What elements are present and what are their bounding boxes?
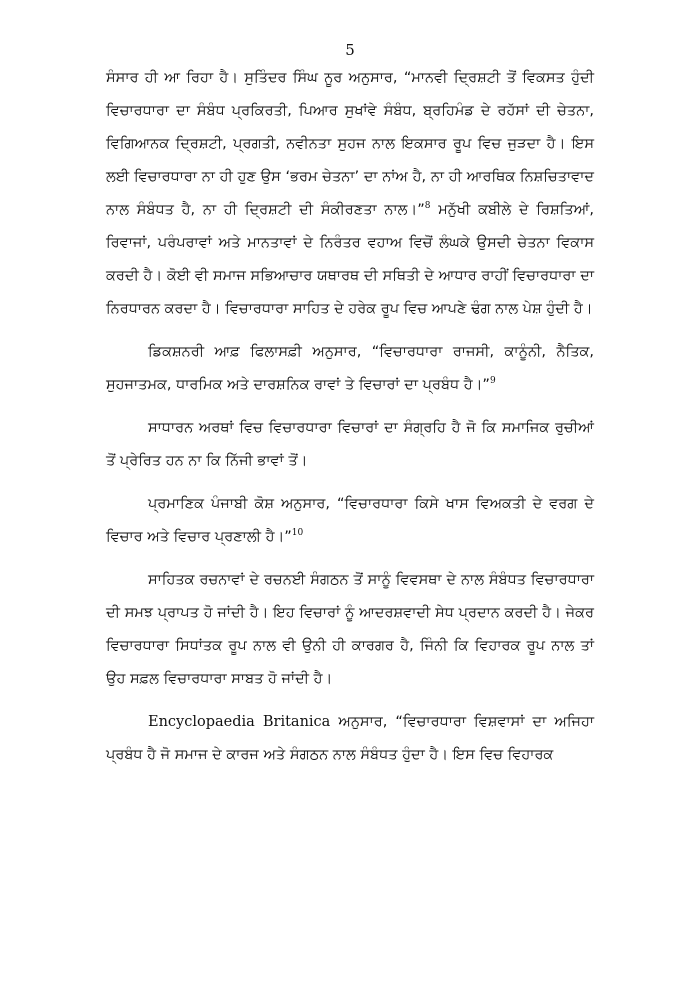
paragraph-4-text: ਪ੍ਰਮਾਣਿਕ ਪੰਜਾਬੀ ਕੋਸ਼ ਅਨੁਸਾਰ, “ਵਿਚਾਰਧਾਰਾ ਕਿਸੇ ਖਾਸ ਵਿਅਕਤੀ ਦੇ ਵਰਗ ਦੇ ਵਿਚਾਰ ਅਤੇ ਵਿਚਾਰ ਪ੍ਰਣਾਲੀ ਹੈ।” [106, 496, 594, 545]
paragraph-2 [106, 336, 594, 402]
paragraph-6-text: ਅਨੁਸਾਰ, “ਵਿਚਾਰਧਾਰਾ ਵਿਸ਼ਵਾਸਾਂ ਦਾ ਅਜਿਹਾ ਪ੍ਰਬੰਧ ਹੈ ਜੋ ਸਮਾਜ ਦੇ ਕਾਰਜ ਅਤੇ ਸੰਗਠਨ ਨਾਲ ਸੰਬੰਧਤ ਹੁੰਦਾ ਹੈ। ਇਸ ਵਿਚ ਵਿਹਾਰਕ [106, 714, 595, 763]
paragraph-2-text: ਡਿਕਸ਼ਨਰੀ ਆਫ਼ ਫਿਲਾਸਫ਼ੀ ਅਨੁਸਾਰ, “ਵਿਚਾਰਧਾਰਾ ਰਾਜਸੀ, ਕਾਨੂੰਨੀ, ਨੈਤਿਕ, ਸੁਹਜਾਤਮਕ, ਧਾਰਮਿਕ ਅਤੇ ਦਾਰਸ਼ਨਿਕ ਰਾਵਾਂ ਤੇ ਵਿਚਾਰਾਂ ਦਾ ਪ੍ਰਬੰਧ ਹੈ।” [106, 344, 594, 393]
footnote-ref-9[interactable]: 9 [489, 376, 496, 387]
paragraph-3 [106, 412, 594, 478]
paragraph-5-text: ਸਾਹਿਤਕ ਰਚਨਾਵਾਂ ਦੇ ਰਚਨਈ ਸੰਗਠਨ ਤੋਂ ਸਾਨੂੰ ਵਿਵਸਥਾ ਦੇ ਨਾਲ ਸੰਬੰਧਤ ਵਿਚਾਰਧਾਰਾ ਦੀ ਸਮਝ ਪ੍ਰਾਪਤ ਹੋ ਜਾਂਦੀ ਹੈ। ਇਹ ਵਿਚਾਰਾਂ ਨੂੰ ਆਦਰਸ਼ਵਾਦੀ ਸੇਧ ਪ੍ਰਦਾਨ ਕਰਦੀ ਹੈ। ਜੇਕਰ ਵਿਚਾਰਧਾਰਾ ਸਿਧਾਂਤਕ ਰੂਪ ਨਾਲ ਵੀ ਉਨੀ ਹੀ ਕਾਰਗਰ ਹੈ, ਜਿੰਨੀ ਕਿ ਵਿਹਾਰਕ ਰੂਪ ਨਾਲ ਤਾਂ ਉਹ ਸਫ਼ਲ ਵਿਚਾਰਧਾਰਾ ਸਾਬਤ ਹੋ ਜਾਂਦੀ ਹੈ। [106, 572, 594, 687]
footnote-ref-8[interactable]: 8 [424, 201, 431, 212]
footnote-ref-10[interactable]: 10 [291, 528, 304, 539]
paragraph-1 [106, 62, 594, 326]
body-text [106, 62, 594, 782]
paragraph-1-continuation: ਮਨੁੱਖੀ ਕਬੀਲੇ ਦੇ ਰਿਸ਼ਤਿਆਂ, ਰਿਵਾਜਾਂ, ਪਰੰਪਰਾਵਾਂ ਅਤੇ ਮਾਨਤਾਵਾਂ ਦੇ ਨਿਰੰਤਰ ਵਹਾਅ ਵਿਚੋਂ ਲੰਘਕੇ ਉਸਦੀ ਚੇਤਨਾ ਵਿਕਾਸ ਕਰਦੀ ਹੈ। ਕੋਈ ਵੀ ਸਮਾਜ ਸਭਿਆਚਾਰ ਯਥਾਰਥ ਦੀ ਸਥਿਤੀ ਦੇ ਆਧਾਰ ਰਾਹੀਂ ਵਿਚਾਰਧਾਰਾ ਦਾ ਨਿਰਧਾਰਨ ਕਰਦਾ ਹੈ। ਵਿਚਾਰਧਾਰਾ ਸਾਹਿਤ ਦੇ ਹਰੇਕ ਰੂਪ ਵਿਚ ਆਪਣੇ ਢੰਗ ਨਾਲ ਪੇਸ਼ ਹੁੰਦੀ ਹੈ। [106, 202, 595, 317]
paragraph-3-text: ਸਾਧਾਰਨ ਅਰਥਾਂ ਵਿਚ ਵਿਚਾਰਧਾਰਾ ਵਿਚਾਰਾਂ ਦਾ ਸੰਗ੍ਰਹਿ ਹੈ ਜੋ ਕਿ ਸਮਾਜਿਕ ਰੁਚੀਆਂ ਤੋਂ ਪ੍ਰੇਰਿਤ ਹਨ ਨਾ ਕਿ ਨਿੱਜੀ ਭਾਵਾਂ ਤੋਂ। [106, 420, 594, 469]
paragraph-6-lead: Encyclopaedia Britanica [148, 714, 331, 730]
paragraph-6 [106, 706, 594, 772]
paragraph-5 [106, 564, 594, 696]
paragraph-1-text: ਸੰਸਾਰ ਹੀ ਆ ਰਿਹਾ ਹੈ। ਸੁਤਿੰਦਰ ਸਿੰਘ ਨੂਰ ਅਨੁਸਾਰ, “ਮਾਨਵੀ ਦ੍ਰਿਸ਼ਟੀ ਤੋਂ ਵਿਕਸਤ ਹੁੰਦੀ ਵਿਚਾਰਧਾਰਾ ਦਾ ਸੰਬੰਧ ਪ੍ਰਕਿਰਤੀ, ਪਿਆਰ ਸੁਖਾਂਵੇ ਸੰਬੰਧ, ਬ੍ਰਹਿਮੰਡ ਦੇ ਰਹੱਸਾਂ ਦੀ ਚੇਤਨਾ, ਵਿਗਿਆਨਕ ਦ੍ਰਿਸ਼ਟੀ, ਪ੍ਰਗਤੀ, ਨਵੀਨਤਾ ਸੁਹਜ ਨਾਲ ਇਕਸਾਰ ਰੂਪ ਵਿਚ ਜੁੜਦਾ ਹੈ। ਇਸ ਲਈ ਵਿਚਾਰਧਾਰਾ ਨਾ ਹੀ ਹੁਣ ਉਸ ‘ਭਰਮ ਚੇਤਨਾ’ ਦਾ ਨਾਂਅ ਹੈ, ਨਾ ਹੀ ਆਰਥਿਕ ਨਿਸ਼ਚਿਤਾਵਾਦ ਨਾਲ ਸੰਬੰਧਤ ਹੈ, ਨਾ ਹੀ ਦ੍ਰਿਸ਼ਟੀ ਦੀ ਸੰਕੀਰਣਤਾ ਨਾਲ।” [106, 70, 594, 218]
paragraph-4 [106, 488, 594, 554]
page-number: 5 [345, 41, 355, 59]
